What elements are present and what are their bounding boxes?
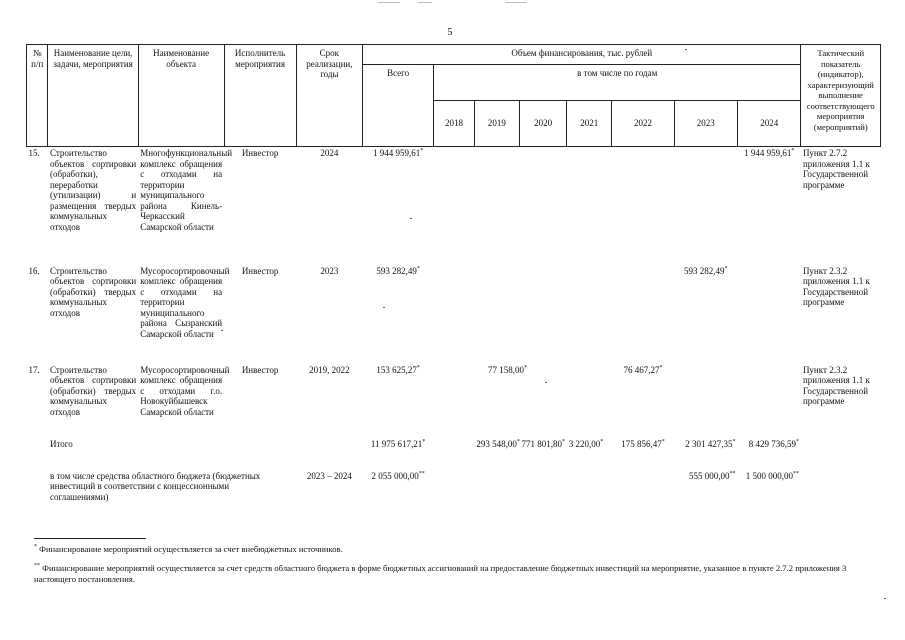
row-y2024: 1 944 959,61* (744, 148, 795, 158)
scan-speck (884, 598, 886, 599)
row-task: Строительство объектов сортировки (обработки) твердых коммунальных отходов (49, 364, 137, 417)
header-executor: Исполнитель мероприятия (224, 45, 296, 147)
header-task: Наименование цели, задачи, мероприятия (48, 45, 138, 147)
header-indicator: Тактический показатель (индикатор), характеризующий выполнение соответствующего мероприятия (мероприятий) (801, 45, 881, 147)
table-row (27, 364, 881, 438)
total-row (27, 438, 881, 470)
total-y2021: 3 220,00* (568, 438, 604, 449)
row-y2020 (519, 147, 566, 265)
row-term: 2023 (320, 265, 339, 276)
row-y2024 (737, 364, 800, 438)
row-y2023: 593 282,49* (684, 265, 728, 276)
total-y2024: 8 429 736,59* (748, 438, 799, 449)
header-total: Всего (363, 65, 434, 147)
total-y2020: 771 801,80* (521, 438, 565, 449)
page-number: 5 (447, 27, 453, 38)
row-y2023 (674, 364, 737, 438)
row-y2022 (612, 147, 674, 265)
row-y2019 (474, 147, 519, 265)
row-object: Многофункциональный комплекс обращения с отходами на территории муниципального района Кинель-Черкасский Самарской области (140, 148, 233, 232)
row-object: Мусоросортировочный комплекс обращения с отходами на территории муниципального района Сызранский Самарской области (140, 265, 230, 339)
row-y2022: 76 467,27* (623, 364, 663, 375)
row-number: 16. (28, 265, 40, 276)
header-year-2022: 2022 (612, 101, 674, 147)
row-y2022 (612, 265, 674, 364)
total-y2023: 2 301 427,35* (685, 438, 736, 449)
row-total: 593 282,49* (376, 265, 420, 276)
footnote-single: * Финансирование мероприятий осуществляется за счет внебюджетных источников. (34, 544, 343, 554)
row-total: 1 944 959,61* (372, 148, 424, 158)
row-object: Мусоросортировочный комплекс обращения с отходами г.о. Новокуйбышевск Самарской области (140, 364, 230, 417)
row-indicator: Пункт 2.3.2 приложения 1.1 к Государственной программе (802, 265, 870, 307)
regional-budget-row (27, 470, 881, 518)
row-y2018 (434, 147, 475, 265)
footnote-divider (34, 538, 146, 539)
row-executor: Инвестор (241, 148, 279, 158)
row-number: 17. (28, 364, 40, 375)
header-term: Срок реализации, годы (296, 45, 363, 147)
row-executor: Инвестор (241, 265, 279, 276)
row-y2019 (474, 265, 519, 364)
header-object: Наименование объекта (138, 45, 224, 147)
row-y2021 (567, 265, 612, 364)
regional-y2024: 1 500 000,00** (745, 470, 799, 481)
row-task: Строительство объектов сортировки (обработки), переработки (утилизации) и размещения твердых коммунальных отходов (49, 148, 137, 232)
financing-table (26, 44, 881, 518)
regional-term: 2023 – 2024 (306, 470, 352, 481)
regional-y2023: 555 000,00** (688, 470, 736, 481)
header-by-years: в том числе по годам (434, 65, 801, 101)
row-y2023 (674, 147, 737, 265)
row-executor: Инвестор (241, 364, 279, 375)
regional-label: в том числе средства областного бюджета (бюджетных инвестиций в соответствии с концессионными соглашениями) (49, 470, 261, 502)
total-y2022: 175 856,47* (621, 438, 665, 449)
table-row (27, 147, 881, 265)
header-year-2018: 2018 (434, 101, 475, 147)
row-y2024 (737, 265, 800, 364)
row-indicator: Пункт 2.7.2 приложения 1.1 к Государственной программе (802, 148, 870, 190)
row-task: Строительство объектов сортировки (обработки) твердых коммунальных отходов (49, 265, 137, 318)
scan-speck (221, 330, 223, 331)
table-row (27, 265, 881, 364)
header-no: № п/п (27, 45, 48, 147)
total-y2019: 293 548,00* (476, 438, 520, 449)
row-term: 2019, 2022 (309, 364, 350, 375)
row-y2021 (567, 364, 612, 438)
scan-mark (418, 2, 432, 3)
footnote-double: ** Финансирование мероприятий осуществляется за счет средств областного бюджета в форме бюджетных ассигнований на предоставление бюджетных инвестиций на мероприятие, указанное в пункте 2.7.2 приложения 3 настоящего постановления. (34, 563, 847, 584)
regional-total: 2 055 000,00** (371, 470, 425, 481)
row-term: 2024 (320, 148, 339, 158)
scan-speck (545, 382, 547, 383)
row-number: 15. (28, 148, 40, 158)
header-year-2021: 2021 (567, 101, 612, 147)
header-year-2020: 2020 (519, 101, 566, 147)
scan-speck (685, 49, 687, 50)
row-y2021 (567, 147, 612, 265)
row-indicator: Пункт 2.3.2 приложения 1.1 к Государственной программе (802, 364, 870, 406)
total-label: Итого (49, 438, 73, 449)
total-sum: 11 975 617,21* (370, 438, 426, 449)
scan-speck (383, 307, 385, 308)
header-year-2024: 2024 (737, 101, 800, 147)
row-y2019: 77 158,00* (488, 364, 528, 375)
scan-mark (505, 2, 527, 3)
row-y2020 (519, 265, 566, 364)
header-funding: Объем финансирования, тыс. рублей (363, 45, 801, 65)
row-total: 153 625,27* (376, 364, 420, 375)
row-y2018 (434, 265, 475, 364)
row-y2018 (434, 364, 475, 438)
header-year-2023: 2023 (674, 101, 737, 147)
header-year-2019: 2019 (474, 101, 519, 147)
scan-mark (378, 2, 400, 3)
scan-speck (410, 218, 412, 219)
